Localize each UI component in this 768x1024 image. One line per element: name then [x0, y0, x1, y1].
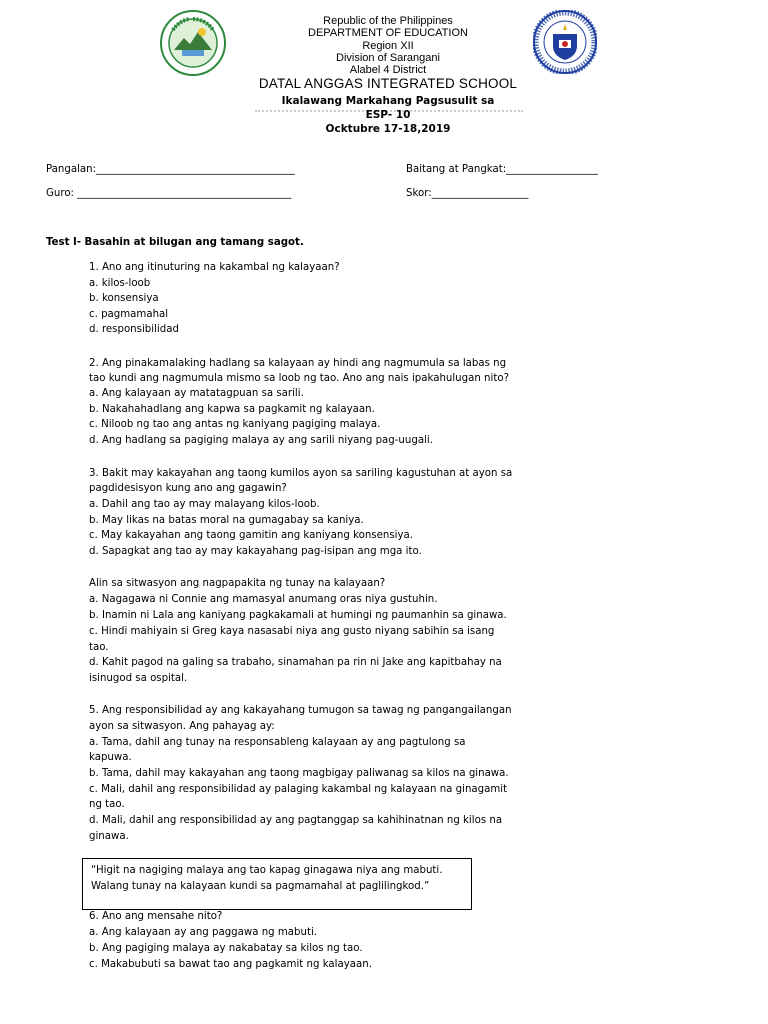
- q3-option-d[interactable]: d. Sapagkat ang tao ay may kakayahang pag-isipan ang mga ito.: [89, 546, 422, 557]
- header-district: Alabel 4 District: [349, 64, 427, 76]
- score-field[interactable]: Skor:___________________: [406, 188, 529, 199]
- exam-title: Ikalawang Markahang Pagsusulit sa: [281, 95, 495, 107]
- q2-option-b[interactable]: b. Nakahahadlang ang kapwa sa pagkamit ng kalayaan.: [89, 404, 375, 415]
- q6-option-b[interactable]: b. Ang pagiging malaya ay nakabatay sa kilos ng tao.: [89, 943, 363, 954]
- school-seal-icon: [160, 10, 226, 76]
- grade-section-field[interactable]: Baitang at Pangkat:__________________: [406, 164, 598, 175]
- quote-line-2: Walang tunay na kalayaan kundi sa pagmamahal at paglilingkod.”: [91, 881, 430, 892]
- school-name: DATAL ANGGAS INTEGRATED SCHOOL: [258, 76, 518, 91]
- q4-option-c-line-1[interactable]: c. Hindi mahiyain si Greg kaya nasasabi niya ang gusto niyang sabihin sa isang: [89, 626, 495, 637]
- q6-option-c[interactable]: c. Makabubuti sa bawat tao ang pagkamit ng kalayaan.: [89, 959, 372, 970]
- q5-option-c-line-2[interactable]: ng tao.: [89, 799, 125, 810]
- q5-option-b[interactable]: b. Tama, dahil may kakayahan ang taong magbigay paliwanag sa kilos na ginawa.: [89, 768, 509, 779]
- exam-subject: ESP- 10: [365, 109, 411, 121]
- q4-option-b[interactable]: b. Inamin ni Lala ang kaniyang pagkakamali at humingi ng paumanhin sa ginawa.: [89, 610, 507, 621]
- question-3-line-2: pagdidesisyon kung ano ang gagawin?: [89, 483, 287, 494]
- header-department: DEPARTMENT OF EDUCATION: [308, 27, 468, 39]
- q2-option-c[interactable]: c. Niloob ng tao ang antas ng kaniyang pagiging malaya.: [89, 419, 381, 430]
- teacher-field[interactable]: Guro: __________________________________________: [46, 188, 292, 199]
- q6-option-a[interactable]: a. Ang kalayaan ay ang paggawa ng mabuti.: [89, 927, 318, 938]
- q3-option-c[interactable]: c. May kakayahan ang taong gamitin ang kaniyang konsensiya.: [89, 530, 413, 541]
- name-field[interactable]: Pangalan:_______________________________________: [46, 164, 295, 175]
- q5-option-a-line-2[interactable]: kapuwa.: [89, 752, 132, 763]
- q3-option-a[interactable]: a. Dahil ang tao ay may malayang kilos-loob.: [89, 499, 320, 510]
- question-1: 1. Ano ang itinuturing na kakambal ng kalayaan?: [89, 262, 340, 273]
- test-instruction: Test I- Basahin at bilugan ang tamang sagot.: [46, 237, 304, 248]
- header-division: Division of Sarangani: [336, 52, 440, 64]
- q4-option-d-line-2[interactable]: isinugod sa ospital.: [89, 673, 188, 684]
- deped-seal-icon: [533, 10, 597, 74]
- q4-option-c-line-2[interactable]: tao.: [89, 642, 109, 653]
- q5-option-c-line-1[interactable]: c. Mali, dahil ang responsibilidad ay palaging kakambal ng kalayaan na ginagamit: [89, 784, 508, 795]
- q1-option-c[interactable]: c. pagmamahal: [89, 309, 169, 320]
- q4-option-d-line-1[interactable]: d. Kahit pagod na galing sa trabaho, sinamahan pa rin ni Jake ang kapitbahay na: [89, 657, 502, 668]
- question-5-line-2: ayon sa sitwasyon. Ang pahayag ay:: [89, 721, 275, 732]
- q5-option-d-line-2[interactable]: ginawa.: [89, 831, 129, 842]
- question-2-line-1: 2. Ang pinakamalaking hadlang sa kalayaan ay hindi ang nagmumula sa labas ng: [89, 358, 507, 369]
- q5-option-a-line-1[interactable]: a. Tama, dahil ang tunay na responsableng kalayaan ay ang pagtulong sa: [89, 737, 466, 748]
- q2-option-d[interactable]: d. Ang hadlang sa pagiging malaya ay ang sarili niyang pag-uugali.: [89, 435, 433, 446]
- question-5-line-1: 5. Ang responsibilidad ay ang kakayahang tumugon sa tawag ng pangangailangan: [89, 705, 512, 716]
- header-republic: Republic of the Philippines: [323, 15, 453, 27]
- question-3-line-1: 3. Bakit may kakayahan ang taong kumilos ayon sa sariling kagustuhan at ayon sa: [89, 468, 513, 479]
- question-6: 6. Ano ang mensahe nito?: [89, 911, 223, 922]
- question-2-line-2: tao kundi ang nagmumula mismo sa loob ng tao. Ano ang nais ipakahulugan nito?: [89, 373, 509, 384]
- q3-option-b[interactable]: b. May likas na batas moral na gumagabay sa kaniya.: [89, 515, 364, 526]
- q1-option-d[interactable]: d. responsibilidad: [89, 324, 179, 335]
- q4-option-a[interactable]: a. Nagagawa ni Connie ang mamasyal anumang oras niya gustuhin.: [89, 594, 438, 605]
- exam-date: Ocktubre 17-18,2019: [325, 123, 451, 135]
- question-4: Alin sa sitwasyon ang nagpapakita ng tunay na kalayaan?: [89, 578, 386, 589]
- quote-line-1: “Higit na nagiging malaya ang tao kapag ginagawa niya ang mabuti.: [91, 865, 443, 876]
- header-region: Region XII: [362, 40, 414, 52]
- q5-option-d-line-1[interactable]: d. Mali, dahil ang responsibilidad ay ang pagtanggap sa kahihinatnan ng kilos na: [89, 815, 503, 826]
- q1-option-a[interactable]: a. kilos-loob: [89, 278, 151, 289]
- q1-option-b[interactable]: b. konsensiya: [89, 293, 159, 304]
- q2-option-a[interactable]: a. Ang kalayaan ay matatagpuan sa sarili.: [89, 388, 304, 399]
